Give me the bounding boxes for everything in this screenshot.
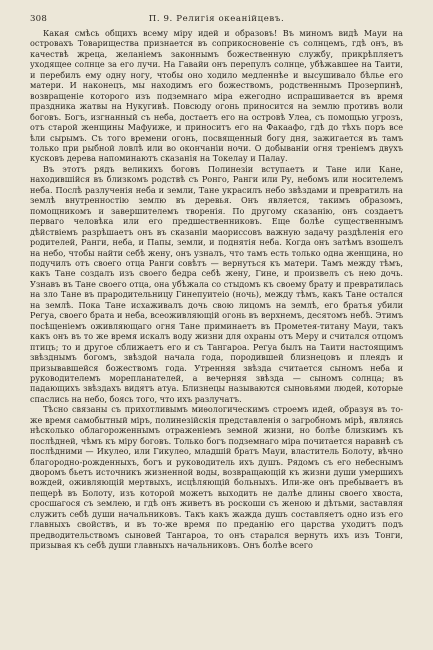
paragraph-3: Тѣсно связаны съ прихотливымъ миѳологическимъ строемъ идей, образуя въ то-же время самобытный міръ, полинезійскія представленія о загробномъ мірѣ, являясь нѣсколько облагороженнымъ отраженіемъ земной жизни, но болѣе близкимъ къ послѣдней, чѣмъ къ міру боговъ. Только богъ подземнаго міра почитается наравнѣ съ послѣдними — Икулео, или Гикулео, младшій братъ Мауи, властитель Болоту, вѣчно благородно-рожденныхъ, богъ и руководитель ихъ душъ. Рядомъ съ его небеснымъ дворомъ бьетъ источникъ жизненной воды, возвращающій къ жизни души умершихъ вождей, оживляющій мертвыхъ, исцѣляющій больныхъ. Или-же онъ пребываетъ въ пещерѣ въ Болоту, изъ которой можетъ выходить не далѣе длины своего хвоста, сросшагося съ землею, и гдѣ онъ живетъ въ роскоши съ женою и дѣтьми, заставляя служить себѣ души начальниковъ. Такъ какъ жажда душъ составляетъ одно изъ его главныхъ свойствъ, и въ то-же время по преданію его царства уходитъ подъ предводительствомъ сыновей Тангароа, то онъ старался вернуть ихъ изъ Тонги, призывая къ себѣ души главныхъ начальниковъ. Онъ болѣе всего <box>30 404 403 551</box>
running-head <box>30 14 403 24</box>
body-text <box>30 28 403 551</box>
paragraph-1: Какая смѣсь общихъ всему міру идей и образовъ! Въ миномъ видѣ Мауи на островахъ Товарищества признается въ соприкосновеніе съ солнцемъ, гдѣ онъ, въ качествѣ жреца, желаніемъ законнымъ божественную службу, прикрѣпляетъ уходящее солнце за его лучи. На Гавайи онъ перепулъ солнце, убѣжавшее на Таити, и перебилъ ему одну ногу, чтобы оно ходило медленнѣе и высушивало бѣлье его матери. И наконецъ, мы находимъ его божествомъ, родственнымъ Прозерпинѣ, возвращеніе которого изъ подземнаго міра ежегодно испрашивается въ время праздника жатвы на Нукугивѣ. Повсюду огонь приносится на землю противъ воли боговъ. Богъ, изгнанный съ неба, достаетъ его на островѣ Улеа, съ помощью угрозъ, отъ старой женщины Мафуиже, и приноситъ его на Факаафо, гдѣ до тѣхъ поръ все ѣли сырымъ. Съ того времени огонь, посвященный богу дня, зажигается въ тамъ только при рыбной ловлѣ или во окончаніи ночи. О добываніи огня треніемъ двухъ кусковъ дерева напоминаютъ сказанія на Токелау и Палау. <box>30 28 403 164</box>
page-number: 308 <box>30 14 48 24</box>
paragraph-2: Въ этотъ рядъ великихъ боговъ Полинезіи вступаетъ и Тане или Кане, находившійся въ близкомъ родствѣ съ Ронго, Ранги или Ру, небомъ или носителемъ неба. Послѣ разлученія неба и земли, Тане украсилъ небо звѣздами и превратилъ на землѣ внутренностію землю въ деревья. Онъ является, такимъ образомъ, помощникомъ и завершителемъ творенія. По другому сказанію, онъ создаетъ перваго человѣка или его предшественниковъ. Еще болѣе существеннымъ дѣйствіемъ разрѣшаетъ онъ въ сказаніи маориссовъ важную задачу раздѣленія его родителей, Ранги, неба, и Папы, земли, и поднятія неба. Когда онъ затѣмъ взошелъ на небо, чтобы найти себѣ жену, онъ узналъ, что тамъ есть только одна женщина, но подучилъ отъ своего отца Ранги совѣтъ — вернуться къ матери. Тамъ между тѣмъ, какъ Тане создалъ изъ своего бедра себѣ жену, Гине, и произвелъ съ нею дочь. Узнавъ въ Тане своего отца, она убѣжала со стыдомъ къ своему брату и превратилась на зло Тане въ прародительницу Гинепуитеіо (ночь), между тѣмъ, какъ Тане остался на землѣ. Пока Тане исхаживалъ дочь свою лицомъ на землѣ, его братья убили Регуа, своего брата и неба, всеоживляющій огонь въ верхнемъ, десятомъ небѣ. Этимъ посѣщеніемъ оживляющаго огня Тане приминаетъ въ Прометея-титану Мауи, такъ какъ онъ въ то же время искалъ воду жизни для охраны отъ Меру и считался отцомъ птицъ; то и другое сближаетъ его и съ Тангароа. Регуа былъ на Таити настоящимъ звѣзднымъ богомъ, звѣздой начала года, породившей близнецовъ и плеядъ и призывавшейся божествомъ года. Утренняя звѣзда считается сыномъ неба и руководителемъ морепланателей, а вечерняя звѣзда — сыномъ солнца; въ падающихъ звѣздахъ видятъ атуа. Близнецы называются сыновьями людей, которые спаслись на небо, боясь того, что ихъ разлучатъ. <box>30 163 403 404</box>
running-title: П. 9. Религія океанійцевъ. <box>148 14 285 24</box>
